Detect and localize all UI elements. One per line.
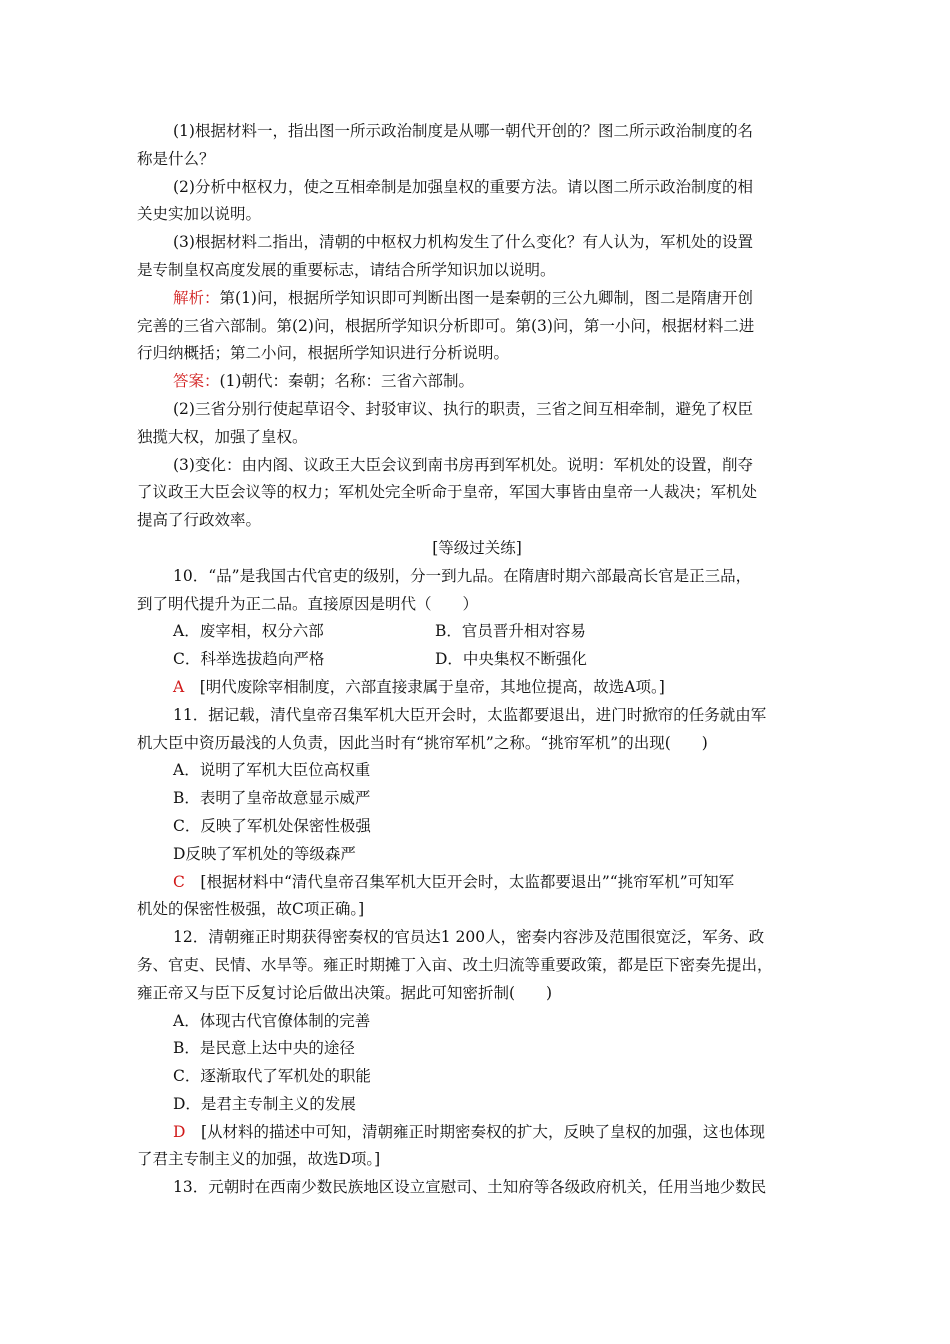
q10-options-row-2: [137, 646, 817, 674]
analysis-line-3: 行归纳概括；第二小问，根据所学知识进行分析说明。: [137, 344, 510, 363]
q10-answer: [137, 674, 817, 702]
answer-3-line-2: 了议政王大臣会议等的权力；军机处完全听命于皇帝，军国大事皆由皇帝一人裁决；军机处: [137, 483, 758, 502]
answer-line-1: [137, 368, 817, 396]
q12-option-d: D．是君主专制主义的发展: [173, 1094, 356, 1113]
answer-1-text: (1)朝代：秦朝；名称：三省六部制。: [219, 372, 474, 391]
answer-2-line-2: 独揽大权，加强了皇权。: [137, 427, 308, 446]
q12-stem-line-3: 雍正帝又与臣下反复讨论后做出决策。据此可知密折制( ): [137, 983, 553, 1002]
q10-stem-line-1: 10．“品”是我国古代官吏的级别，分一到九品。在隋唐时期六部最高长官是正三品，: [173, 566, 752, 585]
q11-option-a: A．说明了军机大臣位高权重: [173, 761, 371, 780]
q12-option-b: B．是民意上达中央的途径: [173, 1039, 355, 1058]
analysis-line-1: [137, 285, 817, 313]
q11-explanation-2: 机处的保密性极强，故C项正确。]: [137, 900, 365, 919]
answer-3-line-1: (3)变化：由内阁、议政王大臣会议到南书房再到军机处。说明：军机处的设置，削夺: [173, 455, 753, 474]
q12-explanation-1: [从材料的描述中可知，清朝雍正时期密奏权的扩大，反映了皇权的加强，这也体现: [200, 1122, 766, 1141]
q12-option-c: C．逐渐取代了军机处的职能: [173, 1067, 371, 1086]
document-page: [137, 118, 817, 1202]
q10-stem-line-2: 到了明代提升为正二品。直接原因是明代（ ）: [137, 594, 479, 613]
q12-stem-line-1: 12．清朝雍正时期获得密奏权的官员达1 200人，密奏内容涉及范围很宽泛，军务、政: [173, 928, 765, 947]
q10-option-b: B．官员晋升相对容易: [435, 622, 586, 641]
q11-stem-line-2: 机大臣中资历最浅的人负责，因此当时有“挑帘军机”之称。“挑帘军机”的出现( ): [137, 733, 708, 752]
section-title: [等级过关练]: [432, 538, 522, 557]
q12-option-a: A．体现古代官僚体制的完善: [173, 1011, 371, 1030]
question-2-line-2: 关史实加以说明。: [137, 205, 262, 224]
q12-stem-line-2: 务、官吏、民情、水旱等。雍正时期摊丁入亩、改土归流等重要政策，都是臣下密奏先提出，: [137, 955, 773, 974]
q10-option-a: A．废宰相，权分六部: [173, 622, 324, 641]
answer-label: 答案：: [173, 372, 220, 391]
q10-options-row-1: [137, 618, 817, 646]
question-3-line-1: (3)根据材料二指出，清朝的中枢权力机构发生了什么变化？有人认为，军机处的设置: [173, 233, 753, 252]
question-1-line-2: 称是什么？: [137, 149, 215, 168]
analysis-text: 第(1)问，根据所学知识即可判断出图一是秦朝的三公九卿制，图二是隋唐开创: [219, 288, 753, 307]
q10-option-c: C．科举选拔趋向严格: [173, 650, 325, 669]
q11-explanation-1: [根据材料中“清代皇帝召集军机大臣开会时，太监都要退出”“挑帘军机”可知军: [200, 872, 735, 891]
q11-option-c: C．反映了军机处保密性极强: [173, 816, 371, 835]
q12-explanation-2: 了君主专制主义的加强，故选D项。]: [137, 1150, 381, 1169]
analysis-label: 解析：: [173, 288, 220, 307]
q12-answer-line-1: [137, 1119, 817, 1147]
q11-option-d: D反映了军机处的等级森严: [173, 844, 356, 863]
q11-answer-key: C: [173, 872, 185, 891]
q10-explanation: [明代废除宰相制度，六部直接隶属于皇帝，其地位提高，故选A项。]: [199, 677, 665, 696]
question-1-line-1: (1)根据材料一，指出图一所示政治制度是从哪一朝代开创的？图二所示政治制度的名: [173, 122, 753, 140]
q10-option-d: D．中央集权不断强化: [435, 650, 587, 669]
question-3-line-2: 是专制皇权高度发展的重要标志，请结合所学知识加以说明。: [137, 260, 556, 279]
q10-answer-key: A: [173, 677, 185, 696]
q12-answer-key: D: [173, 1122, 186, 1141]
answer-2-line-1: (2)三省分别行使起草诏令、封驳审议、执行的职责，三省之间互相牵制，避免了权臣: [173, 399, 753, 418]
answer-3-line-3: 提高了行政效率。: [137, 511, 262, 530]
q11-stem-line-1: 11．据记载，清代皇帝召集军机大臣开会时，太监都要退出，进门时掀帘的任务就由军: [173, 705, 767, 724]
question-2-line-1: (2)分析中枢权力，使之互相牵制是加强皇权的重要方法。请以图二所示政治制度的相: [173, 177, 753, 196]
q13-stem-line-1: 13．元朝时在西南少数民族地区设立宣慰司、土知府等各级政府机关，任用当地少数民: [173, 1178, 767, 1197]
q11-option-b: B．表明了皇帝故意显示威严: [173, 789, 371, 808]
q11-answer-line-1: [137, 869, 817, 897]
analysis-line-2: 完善的三省六部制。第(2)问，根据所学知识分析即可。第(3)问，第一小问，根据材料二进: [137, 316, 755, 335]
